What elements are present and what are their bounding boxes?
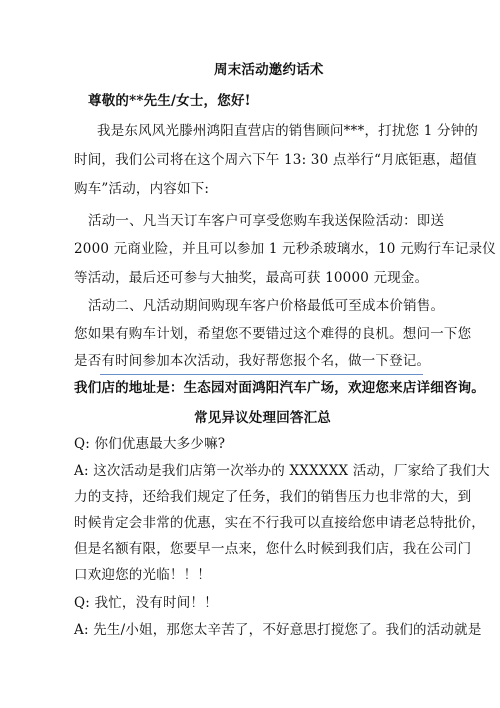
answer-1-line-2: 力的支持，还给我们规定了任务，我们的销售压力也非常的大，到 xyxy=(74,489,472,505)
answer-1-line-3: 时候肯定会非常的优惠，实在不行我可以直接给您申请老总特批价， xyxy=(74,515,485,531)
greeting: 尊敬的**先生/女士，您好! xyxy=(88,93,251,109)
activity1-line-3: 等活动，最后还可参与大抽奖，最高可获 10000 元现金。 xyxy=(74,270,429,286)
answer-1-line-4: 但是名额有限，您要早一点来，您什么时候到我们店，我在公司门 xyxy=(74,541,472,557)
activity2: 活动二、凡活动期间购现车客户价格最低可至成本价销售。 xyxy=(88,298,445,314)
invitation-title: 周末活动邀约话术 xyxy=(214,62,324,78)
address-line: 我们店的地址是：生态园对面鸿阳汽车广场，欢迎您来店详细咨询。 xyxy=(74,380,485,396)
divider-line xyxy=(100,374,423,375)
closing-line-2: 是否有时间参加本次活动，我好帮您报个名，做一下登记。 xyxy=(74,353,431,369)
intro-line-1: 我是东风风光滕州鸿阳直营店的销售顾问***，打扰您 1 分钟的 xyxy=(97,123,479,139)
intro-line-2: 时间，我们公司将在这个周六下午 13: 30 点举行“月底钜惠，超值 xyxy=(74,152,477,168)
activity1-line-2: 2000 元商业险，并且可以参加 1 元秒杀玻璃水，10 元购行车记录仪 xyxy=(74,241,496,257)
faq-title: 常见异议处理回答汇总 xyxy=(194,410,331,426)
answer-1-line-5: 口欢迎您的光临！！！ xyxy=(74,567,211,583)
activity1-line-1: 活动一、凡当天订车客户可享受您购车我送保险活动：即送 xyxy=(88,213,445,229)
question-1: Q: 你们优惠最大多少嘛? xyxy=(74,436,226,452)
intro-line-3: 购车”活动，内容如下: xyxy=(74,181,210,197)
question-2: Q: 我忙，没有时间！！ xyxy=(74,595,218,611)
closing-line-1: 您如果有购车计划，希望您不要错过这个难得的良机。想问一下您 xyxy=(74,326,472,342)
answer-2-line-1: A: 先生/小姐，那您太辛苦了，不好意思打搅您了。我们的活动就是 xyxy=(74,622,482,638)
answer-1-line-1: A: 这次活动是我们店第一次举办的 XXXXXX 活动，厂家给了我们大 xyxy=(74,463,490,479)
